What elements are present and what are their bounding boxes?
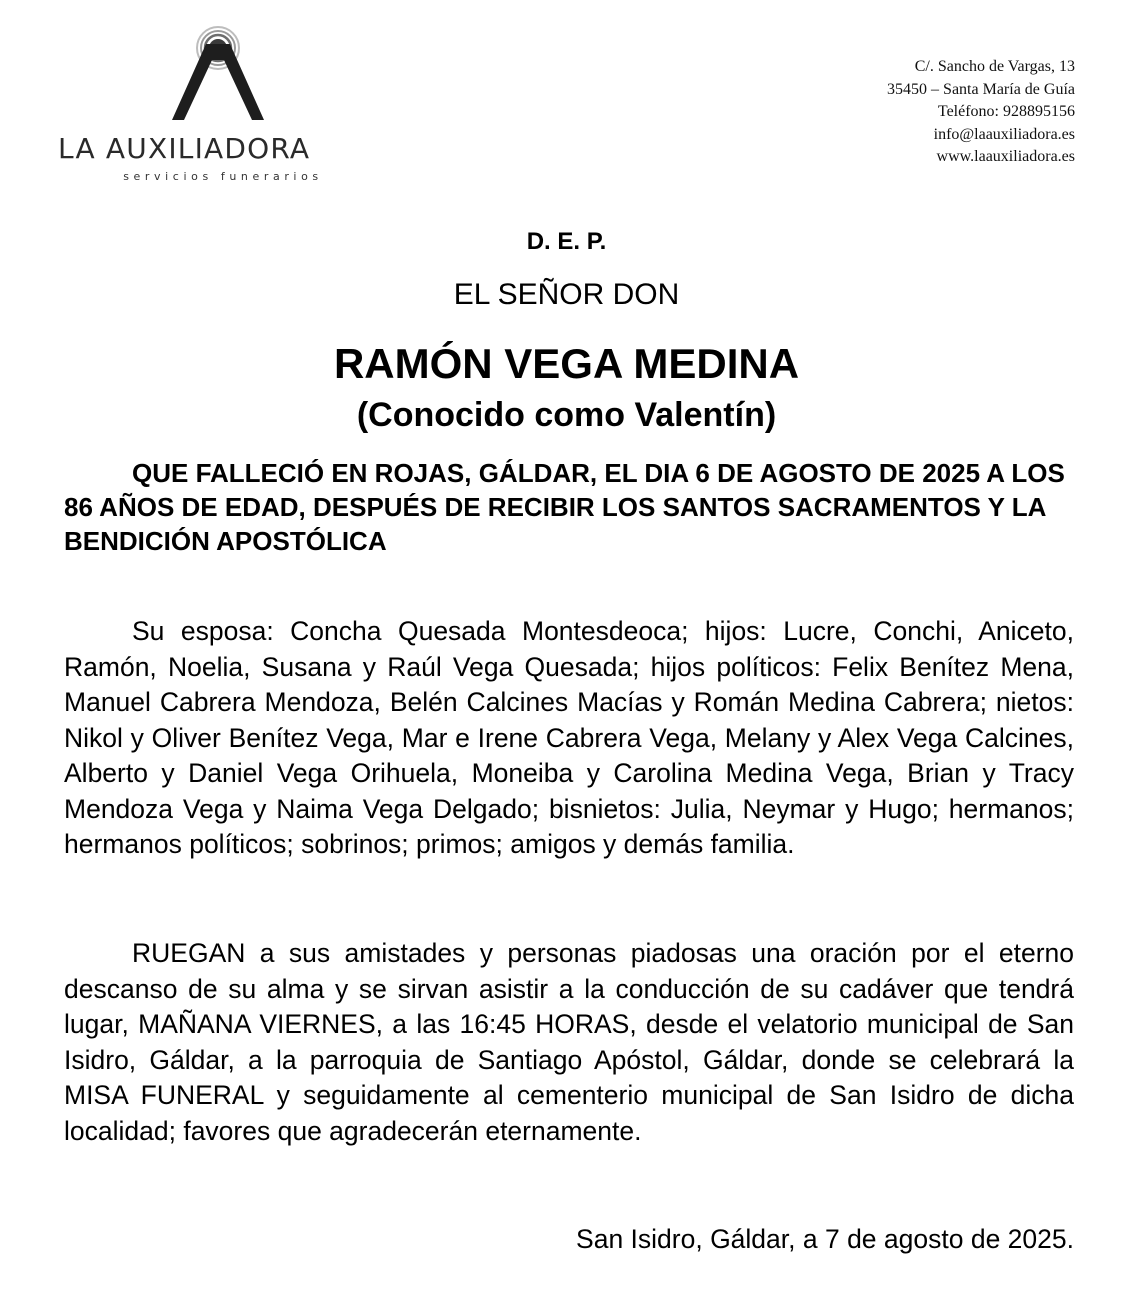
contact-email: info@laauxiliadora.es [933, 125, 1075, 143]
dep-heading: D. E. P. [526, 228, 607, 255]
honorific-title: EL SEÑOR DON [453, 278, 680, 311]
deceased-name: RAMÓN VEGA MEDINA [333, 340, 800, 387]
contact-block [887, 56, 1075, 169]
request-paragraph: RUEGAN a sus amistades y personas piadosas una oración por el eterno descanso de su alma y se sirvan asistir a la conducción de su cadáver que tendrá lugar, MAÑANA VIERNES, a las 16:45 HORAS, desde el velatorio municipal de San Isidro, Gáldar, a la parroquia de Santiago Apóstol, Gáldar, donde se celebrará la MISA FUNERAL y seguidamente al cementerio municipal de San Isidro de dicha localidad; favores que agradecerán eternamente. [64, 938, 1074, 1146]
contact-website: www.laauxiliadora.es [936, 148, 1075, 165]
logo-name: LA AUXILIADORA [58, 132, 311, 165]
contact-address: C/. Sancho de Vargas, 13 [914, 58, 1075, 75]
place-date: San Isidro, Gáldar, a 7 de agosto de 2025. [576, 1224, 1074, 1254]
deceased-alias: (Conocido como Valentín) [356, 396, 777, 434]
logo-tagline: servicios funerarios [123, 170, 323, 183]
company-logo [58, 26, 388, 186]
contact-phone: Teléfono: 928895156 [937, 103, 1075, 120]
death-statement: QUE FALLECIÓ EN ROJAS, GÁLDAR, EL DIA 6 DE AGOSTO DE 2025 A LOS 86 AÑOS DE EDAD, DESPUÉS DE RECIBIR LOS SANTOS SACRAMENTOS Y LA BENDICIÓN APOSTÓLICA [64, 458, 1065, 556]
family-paragraph: Su esposa: Concha Quesada Montesdeoca; hijos: Lucre, Conchi, Aniceto, Ramón, Noelia, Susana y Raúl Vega Quesada; hijos políticos: Felix Benítez Mena, Manuel Cabrera Mendoza, Belén Calcines Macías y Román Medina Cabrera; nietos: Nikol y Oliver Benítez Vega, Mar e Irene Cabrera Vega, Melany y Alex Vega Calcines, Alberto y Daniel Vega Orihuela, Moneiba y Carolina Medina Vega, Brian y Tracy Mendoza Vega y Naima Vega Delgado; bisnietos: Julia, Neymar y Hugo; hermanos; hermanos políticos; sobrinos; primos; amigos y demás familia. [64, 616, 1074, 859]
contact-postal: 35450 – Santa María de Guía [887, 80, 1075, 98]
logo-mark-icon [168, 26, 268, 126]
